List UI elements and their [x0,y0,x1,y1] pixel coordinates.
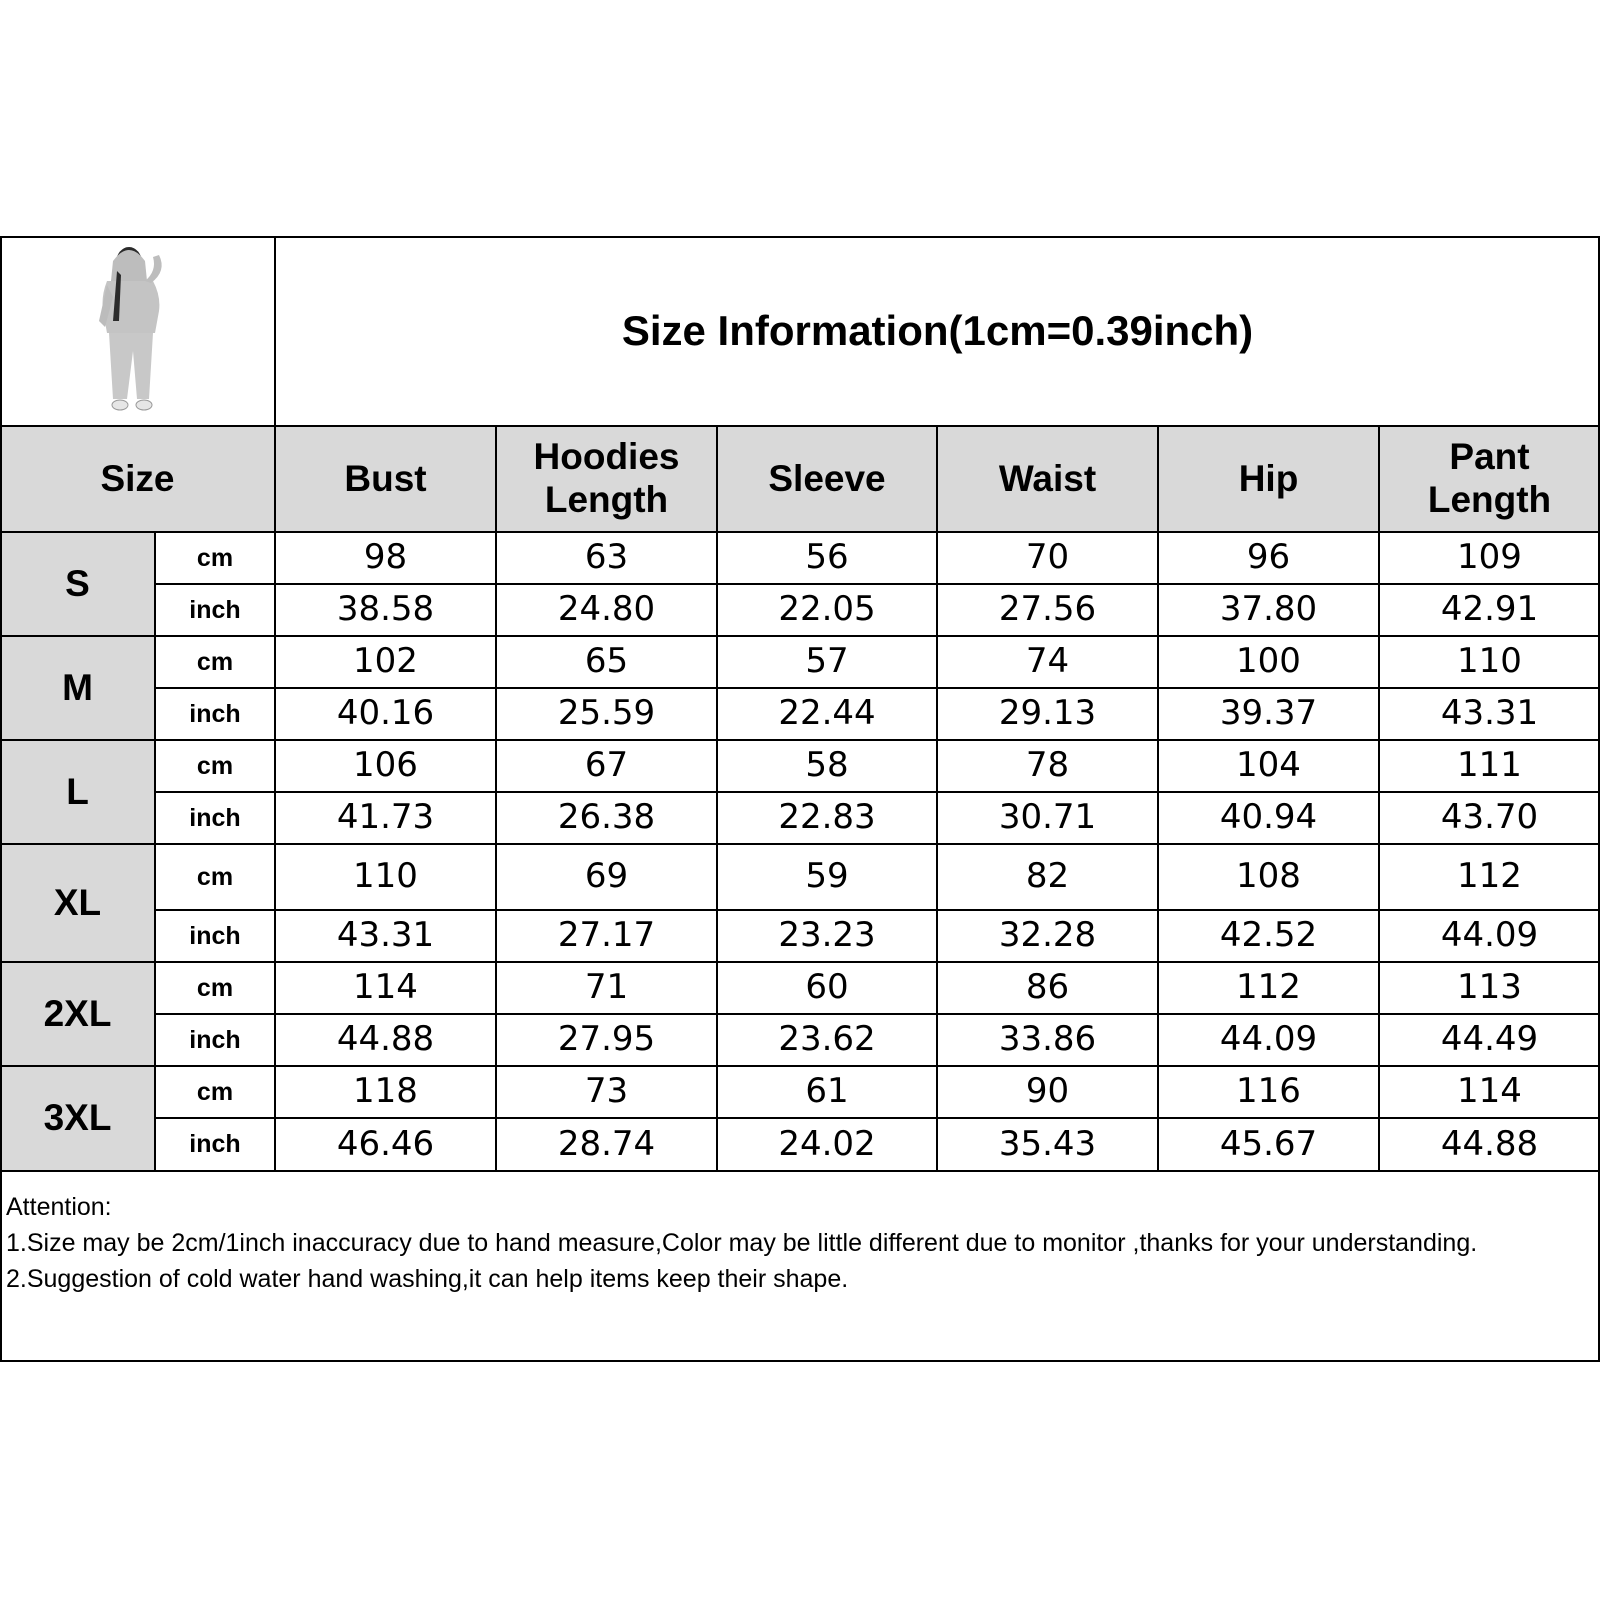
cell-hoodies-length-cm: 71 [584,967,629,1008]
grid-line-h [0,1360,1600,1362]
col-header-hoodies-length-line1: Hoodies [533,436,680,478]
cell-waist-cm: 78 [1025,745,1070,786]
attention-notes [6,1189,1594,1297]
grid-line-v [1378,426,1380,1171]
grid-line-h [0,236,1600,238]
col-header-hip: Hip [1158,426,1379,532]
grid-line-h [0,739,1600,741]
cell-pant-length-cm: 109 [1457,537,1522,578]
cell-pant-length-cm: 110 [1457,641,1522,682]
cell-hoodies-length-inch: 27.17 [557,915,656,956]
cell-sleeve-cm: 59 [805,856,849,897]
unit-label-inch: inch [189,921,241,950]
unit-label-inch: inch [189,699,241,728]
cell-hip-inch: 40.94 [1219,797,1318,838]
grid-line-h [0,1170,1600,1172]
grid-line-v [495,426,497,1171]
grid-line-v [154,532,156,1171]
col-header-pant-length-line1: Pant [1449,436,1530,478]
cell-bust-cm: 114 [353,967,418,1008]
cell-pant-length-cm: 112 [1457,856,1522,897]
cell-bust-inch: 41.73 [336,797,435,838]
col-header-pant-length [1379,426,1600,532]
grid-line-h [155,1013,1600,1015]
cell-pant-length-cm: 111 [1457,745,1522,786]
grid-line-h [0,635,1600,637]
size-label-1: M [0,636,155,740]
cell-pant-length-inch: 42.91 [1440,589,1539,630]
cell-bust-cm: 106 [353,745,418,786]
unit-label-cm: cm [196,751,234,780]
col-header-pant-length-line2: Length [1427,479,1552,520]
cell-sleeve-cm: 58 [805,745,849,786]
cell-waist-inch: 32.28 [998,915,1097,956]
cell-hip-inch: 37.80 [1219,589,1318,630]
cell-pant-length-cm: 113 [1457,967,1522,1008]
cell-sleeve-inch: 23.23 [778,915,876,956]
cell-bust-inch: 40.16 [336,693,435,734]
grid-line-v [936,426,938,1171]
cell-bust-inch: 43.31 [336,915,435,956]
cell-pant-length-inch: 43.31 [1440,693,1539,734]
chart-title: Size Information(1cm=0.39inch) [621,306,1254,354]
cell-hoodies-length-inch: 25.59 [557,693,656,734]
cell-bust-inch: 46.46 [336,1123,435,1164]
cell-waist-cm: 70 [1025,537,1070,578]
cell-sleeve-inch: 22.05 [778,589,876,630]
col-header-sleeve: Sleeve [717,426,937,532]
cell-bust-inch: 44.88 [336,1019,435,1060]
col-header-size: Size [0,426,275,532]
cell-hoodies-length-inch: 24.80 [557,589,656,630]
grid-line-h [155,687,1600,689]
grid-line-h [155,791,1600,793]
grid-line-v [274,236,276,1171]
cell-hoodies-length-cm: 67 [584,745,629,786]
cell-waist-inch: 33.86 [998,1019,1097,1060]
cell-hoodies-length-inch: 26.38 [557,797,656,838]
cell-pant-length-inch: 44.88 [1440,1123,1539,1164]
cell-hoodies-length-cm: 65 [584,641,629,682]
cell-waist-cm: 90 [1025,1071,1070,1112]
cell-bust-cm: 118 [353,1071,418,1112]
grid-line-h [155,909,1600,911]
cell-waist-inch: 30.71 [998,797,1097,838]
grid-line-h [0,1065,1600,1067]
grid-line-v [1157,426,1159,1171]
cell-pant-length-inch: 44.49 [1440,1019,1539,1060]
cell-hoodies-length-cm: 73 [584,1071,629,1112]
cell-hoodies-length-inch: 27.95 [557,1019,656,1060]
size-label-0: S [0,532,155,636]
notes-line-1: 1.Size may be 2cm/1inch inaccuracy due to hand measure,Color may be little different due to monitor ,thanks for your understanding. [6,1229,1478,1257]
cell-hip-inch: 42.52 [1219,915,1318,956]
unit-label-cm: cm [196,1077,234,1106]
grid-line-h [0,961,1600,963]
notes-heading: Attention: [6,1193,112,1221]
size-chart-table [0,236,1600,1362]
cell-hip-cm: 96 [1246,537,1291,578]
cell-hip-cm: 108 [1236,856,1301,897]
unit-label-inch: inch [189,1025,241,1054]
cell-pant-length-cm: 114 [1457,1071,1522,1112]
cell-sleeve-inch: 24.02 [778,1123,876,1164]
size-label-5: 3XL [0,1066,155,1171]
cell-sleeve-cm: 60 [805,967,849,1008]
cell-sleeve-cm: 56 [805,537,849,578]
col-header-hoodies-length-line2: Length [544,479,669,520]
cell-bust-inch: 38.58 [336,589,435,630]
unit-label-cm: cm [196,647,234,676]
grid-line-h [0,531,1600,533]
cell-bust-cm: 102 [353,641,418,682]
unit-label-inch: inch [189,1130,241,1159]
grid-line-v [716,426,718,1171]
cell-hoodies-length-cm: 63 [584,537,629,578]
col-header-bust: Bust [275,426,496,532]
cell-bust-cm: 110 [353,856,418,897]
unit-label-cm: cm [196,862,234,891]
cell-pant-length-inch: 44.09 [1440,915,1539,956]
cell-hip-cm: 104 [1236,745,1301,786]
cell-waist-inch: 35.43 [998,1123,1097,1164]
cell-hip-cm: 112 [1236,967,1301,1008]
unit-label-cm: cm [196,973,234,1002]
cell-hoodies-length-cm: 69 [584,856,629,897]
cell-waist-cm: 86 [1025,967,1070,1008]
product-thumbnail [0,236,275,426]
cell-sleeve-cm: 61 [805,1071,849,1112]
model-figure-icon [63,241,213,421]
cell-sleeve-inch: 23.62 [778,1019,876,1060]
grid-line-h [155,583,1600,585]
cell-sleeve-inch: 22.83 [778,797,876,838]
unit-label-cm: cm [196,543,234,572]
col-header-waist: Waist [937,426,1158,532]
col-header-hoodies-length [496,426,717,532]
size-label-4: 2XL [0,962,155,1066]
cell-hip-cm: 100 [1236,641,1301,682]
cell-hoodies-length-inch: 28.74 [557,1123,656,1164]
cell-pant-length-inch: 43.70 [1440,797,1539,838]
grid-line-h [0,425,1600,427]
grid-line-v [0,236,2,1362]
cell-sleeve-inch: 22.44 [778,693,876,734]
cell-hip-inch: 44.09 [1219,1019,1318,1060]
unit-label-inch: inch [189,595,241,624]
cell-bust-cm: 98 [363,537,408,578]
cell-sleeve-cm: 57 [805,641,849,682]
cell-waist-inch: 27.56 [998,589,1097,630]
size-label-3: XL [0,844,155,962]
cell-hip-inch: 39.37 [1219,693,1318,734]
grid-line-h [155,1117,1600,1119]
unit-label-inch: inch [189,803,241,832]
grid-line-h [0,843,1600,845]
cell-waist-inch: 29.13 [998,693,1097,734]
cell-waist-cm: 82 [1025,856,1070,897]
cell-waist-cm: 74 [1025,641,1070,682]
cell-hip-cm: 116 [1236,1071,1301,1112]
size-label-2: L [0,740,155,844]
cell-hip-inch: 45.67 [1219,1123,1318,1164]
notes-line-2: 2.Suggestion of cold water hand washing,it can help items keep their shape. [6,1265,849,1293]
